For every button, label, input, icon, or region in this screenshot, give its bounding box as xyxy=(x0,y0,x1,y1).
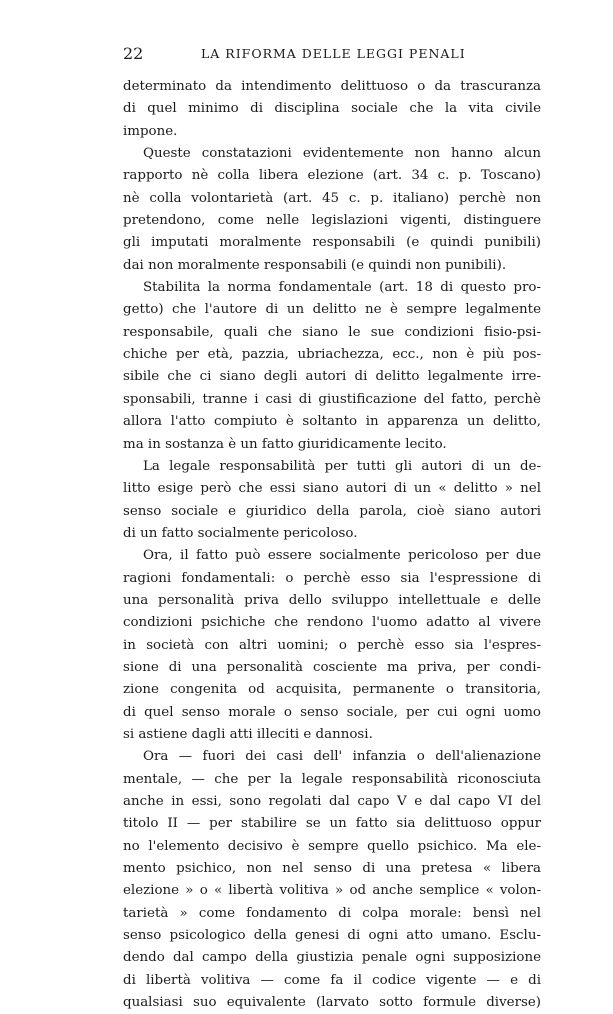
page-header xyxy=(123,44,543,62)
text-line: getto) che l'autore di un delitto ne è sempre legalmente xyxy=(123,302,541,318)
text-line: ma in sostanza è un fatto giuridicamente lecito. xyxy=(123,436,447,452)
text-line: di libertà volitiva — come fa il codice vigente — e di xyxy=(123,972,541,988)
text-line: allora l'atto compiuto è soltanto in apparenza un delitto, xyxy=(123,414,541,430)
text-line: mento psichico, non nel senso di una pretesa « libera xyxy=(123,861,541,877)
text-line: condizioni psichiche che rendono l'uomo adatto al vivere xyxy=(123,615,541,631)
text-line: Queste constatazioni evidentemente non hanno alcun xyxy=(143,146,541,162)
text-line: una personalità priva dello sviluppo intellettuale e delle xyxy=(123,592,541,608)
text-line: sione di una personalità cosciente ma priva, per condi- xyxy=(123,659,541,675)
text-line: zione congenita od acquisita, permanente o transitoria, xyxy=(123,682,541,698)
text-line: senso psicologico della genesi di ogni atto umano. Esclu- xyxy=(123,928,541,944)
text-line: pretendono, come nelle legislazioni vigenti, distinguere xyxy=(123,213,541,229)
text-line: si astiene dagli atti illeciti e dannosi. xyxy=(123,726,373,742)
text-line: ragioni fondamentali: o perchè esso sia l'espressione di xyxy=(123,570,541,586)
body-text xyxy=(123,76,541,1014)
text-line: in società con altri uomini; o perchè esso sia l'espres- xyxy=(123,637,541,653)
text-line: elezione » o « libertà volitiva » od anche semplice « volon- xyxy=(123,883,541,899)
page-number: 22 xyxy=(123,44,144,63)
text-line: rapporto nè colla libera elezione (art. 34 c. p. Toscano) xyxy=(123,168,541,184)
text-line: La legale responsabilità per tutti gli autori di un de- xyxy=(143,458,541,474)
text-line: responsabile, quali che siano le sue condizioni fisio-psi- xyxy=(123,324,541,340)
text-line: sibile che ci siano degli autori di delitto legalmente irre- xyxy=(123,369,541,385)
text-line: di quel minimo di disciplina sociale che la vita civile xyxy=(123,101,541,117)
text-line: di quel senso morale o senso sociale, per cui ogni uomo xyxy=(123,704,541,720)
text-line: Stabilita la norma fondamentale (art. 18 di questo pro- xyxy=(143,280,541,296)
text-line: determinato da intendimento delittuoso o da trascuranza xyxy=(123,79,541,94)
text-line: di un fatto socialmente pericoloso. xyxy=(123,525,358,541)
text-line: no l'elemento decisivo è sempre quello psichico. Ma ele- xyxy=(123,838,541,854)
text-line: litto esige però che essi siano autori di un « delitto » nel xyxy=(123,481,541,497)
text-line: dai non moralmente responsabili (e quindi non punibili). xyxy=(123,257,507,273)
text-line: qualsiasi suo equivalente (larvato sotto formule diverse) xyxy=(123,995,541,1011)
text-line: sponsabili, tranne i casi di giustificazione del fatto, perchè xyxy=(123,391,541,407)
text-line: senso sociale e giuridico della parola, cioè siano autori xyxy=(123,503,541,519)
text-line: Ora — fuori dei casi dell' infanzia o dell'alienazione xyxy=(143,749,541,765)
text-line: gli imputati moralmente responsabili (e quindi punibili) xyxy=(123,235,541,251)
text-line: anche in essi, sono regolati dal capo V e dal capo VI del xyxy=(123,794,541,809)
text-line: nè colla volontarietà (art. 45 c. p. italiano) perchè non xyxy=(123,190,541,206)
text-line: impone. xyxy=(123,123,178,139)
text-line: tarietà » come fondamento di colpa morale: bensì nel xyxy=(123,905,541,921)
text-line: chiche per età, pazzia, ubriachezza, ecc., non è più pos- xyxy=(123,347,541,363)
running-title: LA RIFORMA DELLE LEGGI PENALI xyxy=(201,46,466,61)
text-line: titolo II — per stabilire se un fatto sia delittuoso oppur xyxy=(123,816,541,832)
text-line: mentale, — che per la legale responsabilità riconosciuta xyxy=(123,771,541,787)
text-line: dendo dal campo della giustizia penale ogni supposizione xyxy=(123,950,541,966)
text-line: Ora, il fatto può essere socialmente pericoloso per due xyxy=(143,548,541,564)
